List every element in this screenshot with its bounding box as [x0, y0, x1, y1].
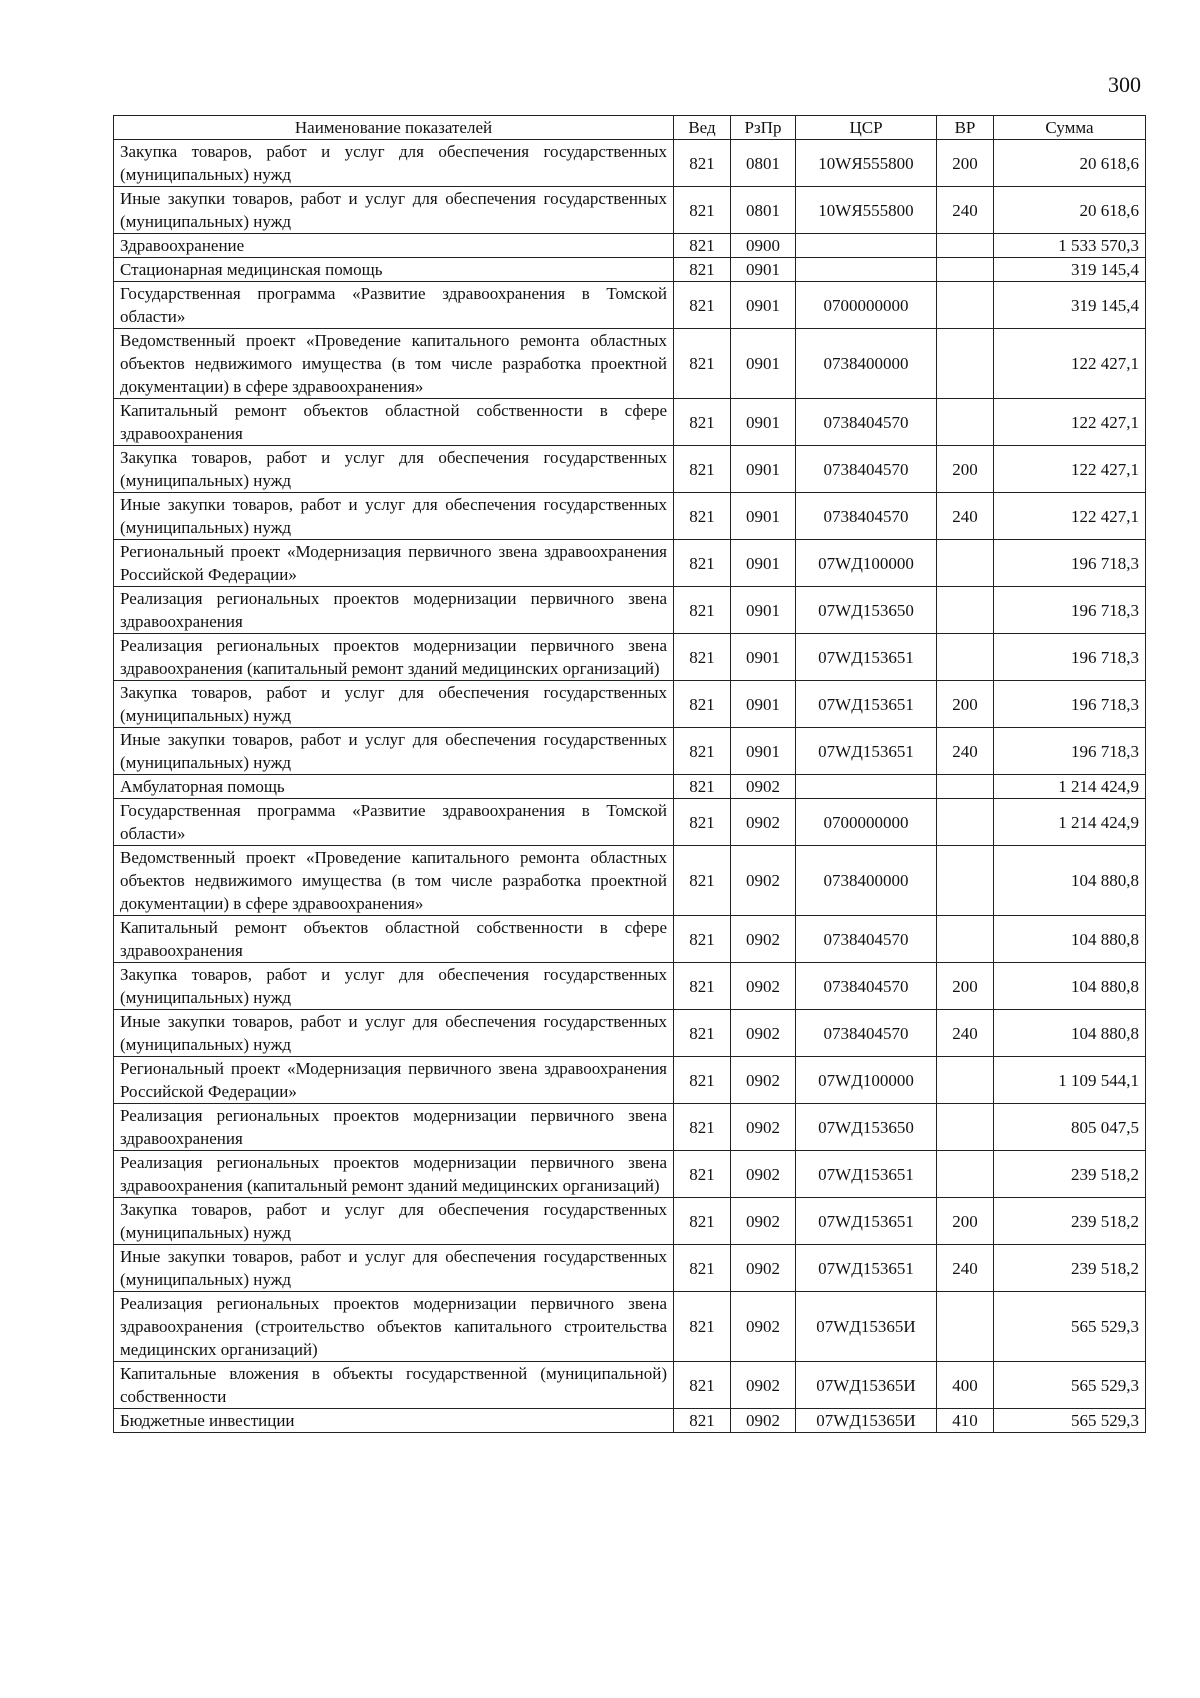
- table-row: [114, 963, 1146, 1010]
- table-row: [114, 846, 1146, 916]
- cell-name: Иные закупки товаров, работ и услуг для обеспечения государственных (муниципальных) нужд: [114, 728, 674, 775]
- cell-name: Закупка товаров, работ и услуг для обеспечения государственных (муниципальных) нужд: [114, 963, 674, 1010]
- cell-sum: 104 880,8: [994, 1010, 1146, 1057]
- cell-sum: 196 718,3: [994, 587, 1146, 634]
- cell-rzpr: 0901: [731, 728, 796, 775]
- cell-csr: 07WД15365И: [796, 1409, 937, 1433]
- cell-name: Здравоохранение: [114, 234, 674, 258]
- cell-sum: 196 718,3: [994, 728, 1146, 775]
- cell-sum: 1 109 544,1: [994, 1057, 1146, 1104]
- cell-vr: [937, 775, 994, 799]
- header-rzpr: РзПр: [731, 116, 796, 140]
- cell-ved: 821: [674, 234, 731, 258]
- cell-sum: 122 427,1: [994, 399, 1146, 446]
- cell-vr: 240: [937, 1010, 994, 1057]
- cell-csr: 07WД15365И: [796, 1362, 937, 1409]
- table-row: [114, 282, 1146, 329]
- table-row: [114, 587, 1146, 634]
- cell-ved: 821: [674, 540, 731, 587]
- cell-vr: 200: [937, 446, 994, 493]
- table-row: [114, 187, 1146, 234]
- cell-ved: 821: [674, 1151, 731, 1198]
- table-row: [114, 1198, 1146, 1245]
- cell-sum: 122 427,1: [994, 493, 1146, 540]
- table-row: [114, 681, 1146, 728]
- cell-name: Реализация региональных проектов модернизации первичного звена здравоохранения: [114, 1104, 674, 1151]
- cell-name: Закупка товаров, работ и услуг для обеспечения государственных (муниципальных) нужд: [114, 446, 674, 493]
- cell-vr: [937, 329, 994, 399]
- table-row: [114, 728, 1146, 775]
- cell-ved: 821: [674, 1362, 731, 1409]
- cell-sum: 122 427,1: [994, 446, 1146, 493]
- cell-vr: [937, 258, 994, 282]
- cell-name: Государственная программа «Развитие здравоохранения в Томской области»: [114, 799, 674, 846]
- cell-ved: 821: [674, 775, 731, 799]
- cell-csr: 0738404570: [796, 446, 937, 493]
- cell-vr: [937, 282, 994, 329]
- cell-rzpr: 0900: [731, 234, 796, 258]
- cell-rzpr: 0902: [731, 1245, 796, 1292]
- cell-csr: 10WЯ555800: [796, 187, 937, 234]
- cell-sum: 565 529,3: [994, 1292, 1146, 1362]
- cell-csr: 0700000000: [796, 282, 937, 329]
- cell-csr: 10WЯ555800: [796, 140, 937, 187]
- cell-rzpr: 0901: [731, 493, 796, 540]
- cell-name: Реализация региональных проектов модернизации первичного звена здравоохранения: [114, 587, 674, 634]
- cell-vr: 240: [937, 1245, 994, 1292]
- cell-sum: 122 427,1: [994, 329, 1146, 399]
- cell-vr: [937, 634, 994, 681]
- cell-name: Региональный проект «Модернизация первичного звена здравоохранения Российской Федерации»: [114, 540, 674, 587]
- cell-name: Бюджетные инвестиции: [114, 1409, 674, 1433]
- cell-rzpr: 0901: [731, 446, 796, 493]
- header-csr: ЦСР: [796, 116, 937, 140]
- cell-name: Иные закупки товаров, работ и услуг для обеспечения государственных (муниципальных) нужд: [114, 1010, 674, 1057]
- cell-sum: 239 518,2: [994, 1245, 1146, 1292]
- cell-csr: 0738404570: [796, 963, 937, 1010]
- cell-rzpr: 0901: [731, 540, 796, 587]
- cell-vr: [937, 540, 994, 587]
- cell-name: Капитальный ремонт объектов областной собственности в сфере здравоохранения: [114, 399, 674, 446]
- cell-name: Реализация региональных проектов модернизации первичного звена здравоохранения (капитальный ремонт зданий медицинских организаций): [114, 1151, 674, 1198]
- cell-rzpr: 0801: [731, 140, 796, 187]
- cell-name: Закупка товаров, работ и услуг для обеспечения государственных (муниципальных) нужд: [114, 1198, 674, 1245]
- cell-vr: [937, 234, 994, 258]
- cell-ved: 821: [674, 1104, 731, 1151]
- cell-vr: [937, 1104, 994, 1151]
- cell-csr: 07WД15365И: [796, 1292, 937, 1362]
- cell-csr: 07WД153650: [796, 1104, 937, 1151]
- table-row: [114, 140, 1146, 187]
- cell-rzpr: 0901: [731, 634, 796, 681]
- cell-ved: 821: [674, 799, 731, 846]
- cell-rzpr: 0902: [731, 963, 796, 1010]
- cell-sum: 565 529,3: [994, 1362, 1146, 1409]
- cell-ved: 821: [674, 140, 731, 187]
- cell-sum: 104 880,8: [994, 846, 1146, 916]
- cell-name: Иные закупки товаров, работ и услуг для обеспечения государственных (муниципальных) нужд: [114, 1245, 674, 1292]
- cell-csr: 0738400000: [796, 329, 937, 399]
- cell-vr: 200: [937, 140, 994, 187]
- cell-vr: 240: [937, 728, 994, 775]
- cell-ved: 821: [674, 634, 731, 681]
- cell-rzpr: 0902: [731, 916, 796, 963]
- budget-table: [113, 115, 1146, 1433]
- cell-rzpr: 0902: [731, 1104, 796, 1151]
- cell-rzpr: 0901: [731, 258, 796, 282]
- cell-ved: 821: [674, 399, 731, 446]
- page-number: 300: [1108, 72, 1141, 97]
- cell-vr: 240: [937, 187, 994, 234]
- table-row: [114, 799, 1146, 846]
- table-row: [114, 1292, 1146, 1362]
- cell-name: Иные закупки товаров, работ и услуг для обеспечения государственных (муниципальных) нужд: [114, 187, 674, 234]
- cell-vr: [937, 846, 994, 916]
- header-sum: Сумма: [994, 116, 1146, 140]
- table-row: [114, 540, 1146, 587]
- cell-vr: 200: [937, 1198, 994, 1245]
- cell-name: Реализация региональных проектов модернизации первичного звена здравоохранения (капитальный ремонт зданий медицинских организаций): [114, 634, 674, 681]
- cell-vr: [937, 587, 994, 634]
- cell-sum: 239 518,2: [994, 1198, 1146, 1245]
- cell-ved: 821: [674, 446, 731, 493]
- table-row: [114, 775, 1146, 799]
- table-row: [114, 1057, 1146, 1104]
- cell-vr: 410: [937, 1409, 994, 1433]
- cell-rzpr: 0902: [731, 1409, 796, 1433]
- cell-csr: 07WД153651: [796, 728, 937, 775]
- table-row: [114, 1409, 1146, 1433]
- cell-sum: 565 529,3: [994, 1409, 1146, 1433]
- cell-csr: [796, 234, 937, 258]
- cell-rzpr: 0902: [731, 1362, 796, 1409]
- cell-csr: [796, 258, 937, 282]
- cell-name: Региональный проект «Модернизация первичного звена здравоохранения Российской Федерации»: [114, 1057, 674, 1104]
- cell-vr: 400: [937, 1362, 994, 1409]
- cell-sum: 239 518,2: [994, 1151, 1146, 1198]
- table-row: [114, 493, 1146, 540]
- cell-vr: 240: [937, 493, 994, 540]
- table-row: [114, 446, 1146, 493]
- cell-ved: 821: [674, 187, 731, 234]
- cell-ved: 821: [674, 681, 731, 728]
- cell-csr: 07WД153650: [796, 587, 937, 634]
- cell-name: Амбулаторная помощь: [114, 775, 674, 799]
- cell-name: Реализация региональных проектов модернизации первичного звена здравоохранения (строительство объектов капитального строительства медицинских организаций): [114, 1292, 674, 1362]
- header-ved: Вед: [674, 116, 731, 140]
- cell-rzpr: 0902: [731, 1151, 796, 1198]
- cell-ved: 821: [674, 587, 731, 634]
- cell-name: Закупка товаров, работ и услуг для обеспечения государственных (муниципальных) нужд: [114, 681, 674, 728]
- table-row: [114, 916, 1146, 963]
- cell-sum: 805 047,5: [994, 1104, 1146, 1151]
- table-row: [114, 1245, 1146, 1292]
- cell-rzpr: 0902: [731, 1198, 796, 1245]
- cell-csr: 07WД100000: [796, 1057, 937, 1104]
- cell-name: Стационарная медицинская помощь: [114, 258, 674, 282]
- table-row: [114, 234, 1146, 258]
- cell-vr: 200: [937, 963, 994, 1010]
- cell-csr: 07WД100000: [796, 540, 937, 587]
- table-body: [114, 140, 1146, 1433]
- cell-vr: [937, 1057, 994, 1104]
- table-header-row: [114, 116, 1146, 140]
- cell-csr: 0738404570: [796, 1010, 937, 1057]
- table-row: [114, 1010, 1146, 1057]
- cell-name: Закупка товаров, работ и услуг для обеспечения государственных (муниципальных) нужд: [114, 140, 674, 187]
- cell-name: Капитальный ремонт объектов областной собственности в сфере здравоохранения: [114, 916, 674, 963]
- cell-ved: 821: [674, 329, 731, 399]
- cell-csr: 07WД153651: [796, 634, 937, 681]
- cell-ved: 821: [674, 916, 731, 963]
- cell-rzpr: 0801: [731, 187, 796, 234]
- cell-rzpr: 0902: [731, 1010, 796, 1057]
- table-row: [114, 1104, 1146, 1151]
- table-row: [114, 258, 1146, 282]
- cell-sum: 319 145,4: [994, 282, 1146, 329]
- cell-sum: 20 618,6: [994, 140, 1146, 187]
- cell-csr: 0738404570: [796, 916, 937, 963]
- cell-csr: 0738400000: [796, 846, 937, 916]
- cell-ved: 821: [674, 1292, 731, 1362]
- cell-ved: 821: [674, 1245, 731, 1292]
- header-vr: ВР: [937, 116, 994, 140]
- cell-csr: 07WД153651: [796, 1151, 937, 1198]
- cell-sum: 104 880,8: [994, 916, 1146, 963]
- table-row: [114, 329, 1146, 399]
- cell-ved: 821: [674, 1057, 731, 1104]
- cell-rzpr: 0902: [731, 775, 796, 799]
- cell-rzpr: 0901: [731, 329, 796, 399]
- cell-name: Государственная программа «Развитие здравоохранения в Томской области»: [114, 282, 674, 329]
- cell-vr: [937, 1151, 994, 1198]
- cell-ved: 821: [674, 1409, 731, 1433]
- cell-rzpr: 0901: [731, 399, 796, 446]
- cell-sum: 1 214 424,9: [994, 799, 1146, 846]
- cell-ved: 821: [674, 963, 731, 1010]
- table-row: [114, 399, 1146, 446]
- table-row: [114, 1362, 1146, 1409]
- cell-ved: 821: [674, 258, 731, 282]
- cell-vr: [937, 916, 994, 963]
- cell-csr: 07WД153651: [796, 1245, 937, 1292]
- cell-ved: 821: [674, 1198, 731, 1245]
- cell-rzpr: 0901: [731, 282, 796, 329]
- cell-vr: 200: [937, 681, 994, 728]
- cell-ved: 821: [674, 493, 731, 540]
- cell-sum: 196 718,3: [994, 540, 1146, 587]
- cell-vr: [937, 399, 994, 446]
- cell-sum: 196 718,3: [994, 681, 1146, 728]
- cell-rzpr: 0901: [731, 587, 796, 634]
- cell-sum: 1 533 570,3: [994, 234, 1146, 258]
- cell-rzpr: 0902: [731, 1292, 796, 1362]
- table-row: [114, 1151, 1146, 1198]
- cell-ved: 821: [674, 282, 731, 329]
- cell-rzpr: 0901: [731, 681, 796, 728]
- cell-csr: [796, 775, 937, 799]
- table-row: [114, 634, 1146, 681]
- cell-csr: 0738404570: [796, 399, 937, 446]
- cell-rzpr: 0902: [731, 799, 796, 846]
- cell-ved: 821: [674, 728, 731, 775]
- cell-name: Иные закупки товаров, работ и услуг для обеспечения государственных (муниципальных) нужд: [114, 493, 674, 540]
- cell-rzpr: 0902: [731, 846, 796, 916]
- cell-vr: [937, 799, 994, 846]
- cell-csr: 07WД153651: [796, 681, 937, 728]
- cell-vr: [937, 1292, 994, 1362]
- cell-ved: 821: [674, 846, 731, 916]
- cell-csr: 0700000000: [796, 799, 937, 846]
- cell-name: Капитальные вложения в объекты государственной (муниципальной) собственности: [114, 1362, 674, 1409]
- cell-sum: 319 145,4: [994, 258, 1146, 282]
- header-name: Наименование показателей: [114, 116, 674, 140]
- cell-sum: 104 880,8: [994, 963, 1146, 1010]
- cell-csr: 07WД153651: [796, 1198, 937, 1245]
- cell-name: Ведомственный проект «Проведение капитального ремонта областных объектов недвижимого имущества (в том числе разработка проектной документации) в сфере здравоохранения»: [114, 846, 674, 916]
- cell-name: Ведомственный проект «Проведение капитального ремонта областных объектов недвижимого имущества (в том числе разработка проектной документации) в сфере здравоохранения»: [114, 329, 674, 399]
- cell-sum: 196 718,3: [994, 634, 1146, 681]
- cell-sum: 1 214 424,9: [994, 775, 1146, 799]
- cell-ved: 821: [674, 1010, 731, 1057]
- cell-csr: 0738404570: [796, 493, 937, 540]
- cell-sum: 20 618,6: [994, 187, 1146, 234]
- cell-rzpr: 0902: [731, 1057, 796, 1104]
